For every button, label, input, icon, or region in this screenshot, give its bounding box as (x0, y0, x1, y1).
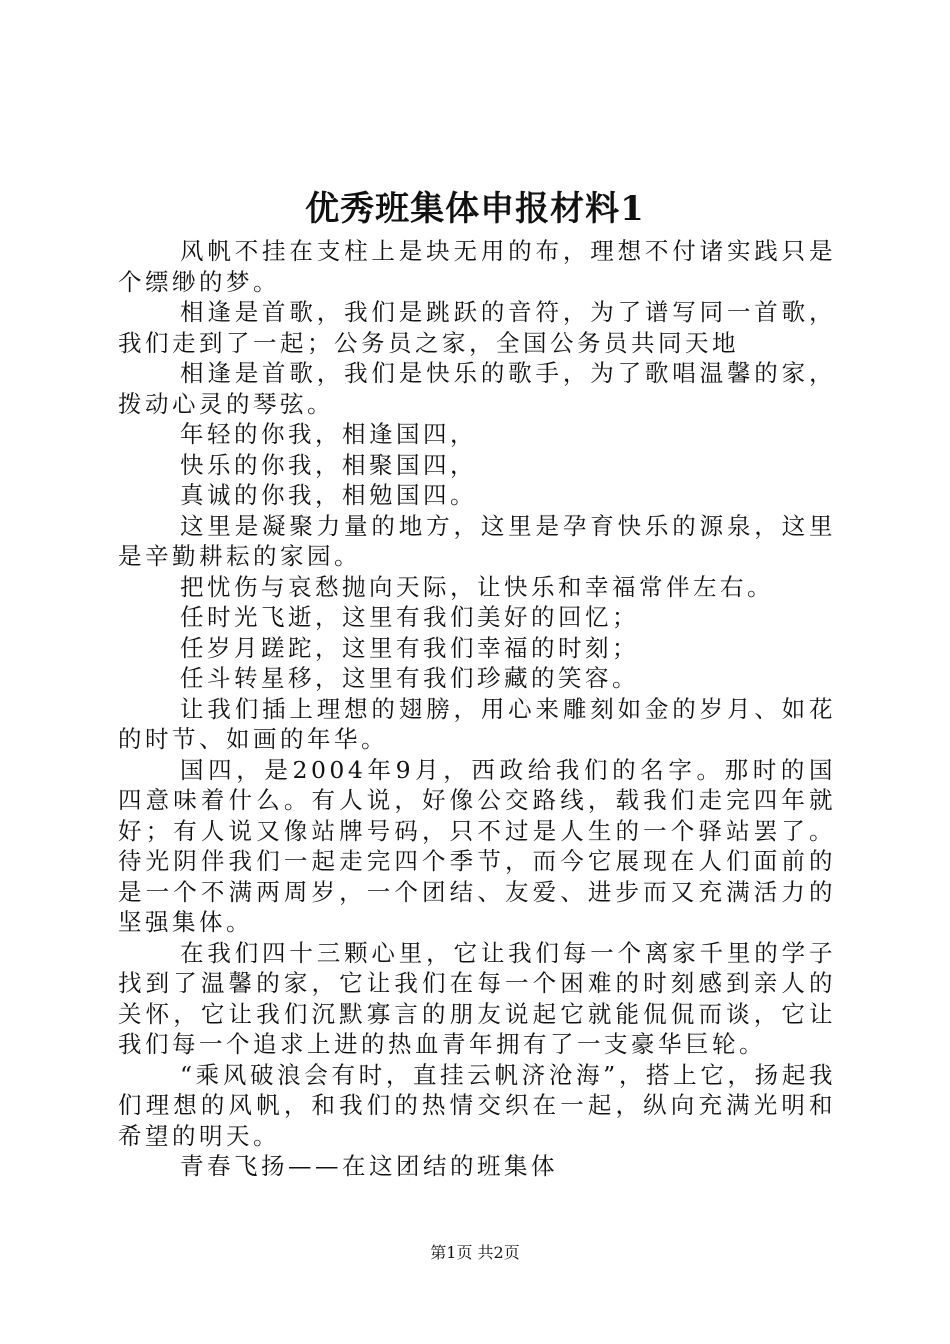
paragraph: 把忧伤与哀愁抛向天际，让快乐和幸福常伴左右。 (180, 572, 774, 601)
paragraph: “乘风破浪会有时，直挂云帆济沧海”，搭上它，扬起我们理想的风帆，和我们的热情交织在一起，纵向充满光明和希望的明天。 (118, 1060, 836, 1150)
paragraph: 相逢是首歌，我们是快乐的歌手，为了歌唱温馨的家，拨动心灵的琴弦。 (118, 359, 836, 418)
paragraph: 在我们四十三颗心里，它让我们每一个离家千里的学子找到了温馨的家，它让我们在每一个困难的时刻感到亲人的关怀，它让我们沉默寡言的朋友说起它就能侃侃而谈，它让我们每一个追求上进的热血青年拥有了一支豪华巨轮。 (118, 938, 836, 1058)
paragraph: 这里是凝聚力量的地方，这里是孕育快乐的源泉，这里是辛勤耕耘的家园。 (118, 511, 836, 570)
paragraph: 让我们插上理想的翅膀，用心来雕刻如金的岁月、如花的时节、如画的年华。 (118, 694, 836, 753)
paragraph: 快乐的你我，相聚国四， (180, 450, 477, 479)
paragraph: 任斗转星移，这里有我们珍藏的笑容。 (180, 664, 639, 692)
paragraph: 国四，是2004年9月，西政给我们的名字。那时的国四意味着什么。有人说，好像公交路线，载我们走完四年就好；有人说又像站牌号码，只不过是人生的一个驿站罢了。待光阴伴我们一起走完四个季节，而今它展现在人们面前的是一个不满两周岁，一个团结、友爱、进步而又充满活力的坚强集体。 (118, 755, 836, 936)
paragraph: 相逢是首歌，我们是跳跃的音符，为了谱写同一首歌，我们走到了一起；公务员之家，全国公务员共同天地 (118, 298, 836, 357)
paragraph: 风帆不挂在支柱上是块无用的布，理想不付诸实践只是个缥缈的梦。 (118, 237, 836, 296)
document-title: 优秀班集体申报材料1 (305, 189, 645, 229)
paragraph: 年轻的你我，相逢国四， (180, 420, 477, 448)
document-body (118, 236, 836, 1182)
paragraph: 任时光飞逝，这里有我们美好的回忆； (180, 603, 639, 631)
paragraph: 真诚的你我，相勉国四。 (180, 481, 477, 509)
paragraph: 任岁月蹉跎，这里有我们幸福的时刻； (180, 633, 639, 662)
paragraph: 青春飞扬——在这团结的班集体 (180, 1152, 558, 1180)
page-footer: 第1页 共2页 (430, 1243, 520, 1262)
